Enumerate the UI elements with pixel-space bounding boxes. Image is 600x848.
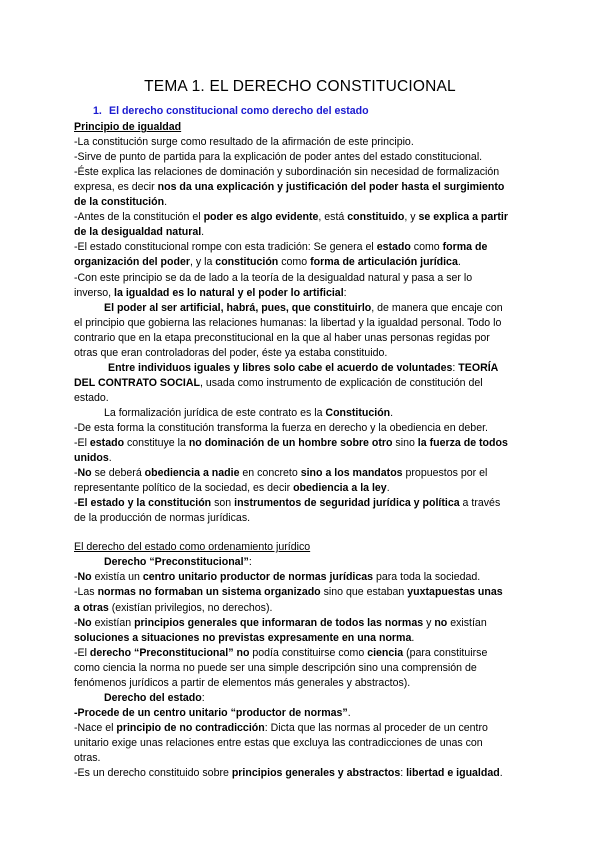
text-run: unidos	[74, 452, 109, 465]
text-run: soluciones a situaciones no previstas expresamente en una norma	[74, 631, 412, 644]
text-run: El estado y la constitución	[77, 497, 212, 510]
text-run: .	[457, 256, 461, 269]
text-run: :	[343, 286, 347, 299]
text-run: propuestos por el	[402, 467, 488, 480]
text-line	[74, 466, 534, 481]
text-run: -Procede de un centro unitario “productor de normas”	[74, 706, 348, 719]
text-run: Constitución	[325, 406, 391, 419]
text-run: forma de	[442, 241, 488, 254]
text-line	[74, 271, 534, 286]
text-run: unitario exige unas relaciones entre estas que excluya las contradicciones de unas con	[74, 736, 483, 749]
section-1-heading-text: El derecho constitucional como derecho del estado	[109, 105, 369, 117]
text-line	[74, 376, 534, 391]
text-run: otras que eran controladoras del poder, éste ya estaba constituido.	[74, 346, 388, 359]
text-run: .	[386, 482, 390, 495]
text-run: :	[400, 767, 407, 780]
text-run: como	[278, 256, 311, 269]
text-run: el principio que gobierna las relaciones humanas: la libertad y la igualdad personal. Todo lo	[74, 316, 502, 329]
text-run: -	[74, 467, 78, 480]
section-1-paragraphs	[74, 135, 534, 526]
text-run: se deberá	[91, 467, 145, 480]
section-gap	[74, 526, 534, 540]
text-run: inverso,	[74, 286, 115, 299]
text-run: -La constitución surge como resultado de la afirmación de este principio.	[74, 136, 414, 149]
subheading-principio-igualdad: Principio de igualdad	[74, 121, 182, 134]
text-run: contrario que en la etapa preconstitucional en la que al haber unas personas regidas por	[74, 331, 490, 344]
text-line	[74, 316, 534, 331]
text-run: la fuerza de todos	[417, 437, 508, 450]
text-run: constituye la	[124, 437, 189, 450]
text-run: (para constituirse	[403, 646, 488, 659]
text-run: .	[347, 706, 351, 719]
text-run: para toda la sociedad.	[373, 571, 481, 584]
text-run: a través	[459, 497, 501, 510]
text-line	[74, 361, 534, 376]
text-run: , usada como instrumento de explicación de constitución del	[199, 376, 483, 389]
text-line	[74, 721, 534, 736]
section-2-heading: El derecho del estado como ordenamiento jurídico	[74, 541, 311, 554]
text-line	[74, 135, 534, 150]
text-run: existía un	[91, 571, 143, 584]
text-line	[74, 570, 534, 585]
text-run: La formalización jurídica de este contrato es la	[104, 406, 326, 419]
text-run: -	[74, 497, 78, 510]
text-run: sino	[392, 437, 418, 450]
text-run: podía constituirse como	[249, 646, 368, 659]
text-run: de la producción de normas jurídicas.	[74, 512, 251, 525]
text-run: -Antes de la constitución el	[74, 211, 204, 224]
text-run: -	[74, 571, 78, 584]
text-run: se explica a partir	[418, 211, 508, 224]
text-run: -Las	[74, 586, 98, 599]
text-run: -De esta forma la constitución transforma la fuerza en derecho y la obediencia en deber.	[74, 421, 488, 434]
text-line	[74, 150, 534, 165]
text-line	[74, 255, 534, 270]
text-run: como ciencia la norma no puede ser una simple descripción sino una comprensión de	[74, 661, 477, 674]
text-run: nos da una explicación y justificación del poder hasta el surgimiento	[157, 181, 505, 194]
text-line	[74, 585, 534, 600]
text-line	[74, 631, 534, 646]
text-line	[74, 225, 534, 240]
text-run: principios generales que informaran de todos las normas	[134, 616, 424, 629]
text-line	[74, 406, 534, 421]
text-run: No	[77, 467, 92, 480]
text-run: : Dicta que las normas al proceder de un centro	[264, 721, 488, 734]
text-run: expresa, es decir	[74, 181, 158, 194]
text-run: sino que estaban	[320, 586, 408, 599]
text-line	[74, 676, 534, 691]
text-run: :	[201, 691, 205, 704]
text-run: TEORÍA	[458, 361, 499, 374]
text-line	[74, 766, 534, 781]
text-run: como	[410, 241, 443, 254]
text-run: :	[248, 556, 252, 569]
text-run: El poder al ser artificial, habrá, pues, que constituirlo	[104, 301, 372, 314]
text-run: , está	[318, 211, 348, 224]
text-line	[74, 195, 534, 210]
text-run: fenómenos jurídicos a partir de elementos más generales y abstractos).	[74, 676, 411, 689]
text-run: no	[434, 616, 448, 629]
text-run: la igualdad es lo natural y el poder lo artificial	[114, 286, 344, 299]
text-run: (existían privilegios, no derechos).	[108, 601, 273, 614]
text-run: sino a los mandatos	[300, 467, 403, 480]
text-run: :	[452, 361, 459, 374]
text-run: a otras	[74, 601, 109, 614]
section-1-heading	[74, 104, 534, 119]
text-run: Entre individuos iguales y libres solo cabe el acuerdo de voluntades	[108, 361, 453, 374]
text-run: obediencia a la ley	[293, 482, 387, 495]
text-run: Derecho del estado	[104, 691, 202, 704]
text-run: no dominación de un hombre sobre otro	[188, 437, 393, 450]
text-line	[74, 286, 534, 301]
section-2-paragraphs	[74, 555, 534, 781]
text-line	[74, 555, 534, 570]
text-run: Derecho “Preconstitucional”	[104, 556, 249, 569]
text-run: -Sirve de punto de partida para la explicación de poder antes del estado constitucional.	[74, 151, 483, 164]
text-run: .	[411, 631, 415, 644]
text-run: instrumentos de seguridad jurídica y política	[234, 497, 460, 510]
text-run: normas no formaban un sistema organizado	[97, 586, 321, 599]
text-run: .	[164, 196, 168, 209]
text-run: principio de no contradicción	[116, 721, 265, 734]
text-run: poder es algo evidente	[203, 211, 319, 224]
text-run: , y la	[189, 256, 216, 269]
text-run: existían	[91, 616, 135, 629]
text-line	[74, 240, 534, 255]
text-run: -El	[74, 646, 90, 659]
text-run: .	[108, 452, 112, 465]
text-run: obediencia a nadie	[144, 467, 240, 480]
text-run: ciencia	[367, 646, 404, 659]
text-run: -Éste explica las relaciones de dominación y subordinación sin necesidad de formalización	[74, 166, 500, 179]
text-run: yuxtapuestas unas	[407, 586, 503, 599]
text-line	[74, 616, 534, 631]
text-run: , de manera que encaje con	[371, 301, 503, 314]
text-run: -Nace el	[74, 721, 117, 734]
text-run: -	[74, 616, 78, 629]
text-line	[74, 331, 534, 346]
text-run: estado.	[74, 391, 109, 404]
text-run: -El estado constitucional rompe con esta tradición: Se genera el	[74, 241, 377, 254]
text-line	[74, 346, 534, 361]
text-line	[74, 421, 534, 436]
text-line	[74, 210, 534, 225]
text-line	[74, 661, 534, 676]
text-line	[74, 180, 534, 195]
text-run: No	[77, 616, 92, 629]
text-run: de la desigualdad natural	[74, 226, 202, 239]
text-line	[74, 391, 534, 406]
text-run: organización del poder	[74, 256, 190, 269]
text-run: constituido	[347, 211, 405, 224]
text-run: No	[77, 571, 92, 584]
document-body	[74, 104, 534, 781]
text-line	[74, 736, 534, 751]
text-line	[74, 751, 534, 766]
text-run: representante político de la sociedad, es decir	[74, 482, 294, 495]
text-run: centro unitario productor de normas jurídicas	[142, 571, 374, 584]
text-run: .	[390, 406, 394, 419]
text-run: y	[423, 616, 435, 629]
section-1-number: 1.	[93, 105, 102, 117]
text-run: forma de articulación jurídica	[310, 256, 458, 269]
text-line	[74, 451, 534, 466]
text-run: -Es un derecho constituido sobre	[74, 767, 232, 780]
text-run: de la constitución	[74, 196, 165, 209]
text-line	[74, 601, 534, 616]
text-run: estado	[89, 437, 125, 450]
text-run: en concreto	[239, 467, 301, 480]
text-run: , y	[404, 211, 419, 224]
text-run: estado	[376, 241, 411, 254]
text-run: .	[201, 226, 205, 239]
text-line	[74, 646, 534, 661]
text-run: DEL CONTRATO SOCIAL	[74, 376, 200, 389]
text-line	[74, 481, 534, 496]
text-run: principios generales y abstractos	[231, 767, 401, 780]
text-line	[74, 436, 534, 451]
text-line	[74, 706, 534, 721]
text-line	[74, 301, 534, 316]
text-line	[74, 511, 534, 526]
text-run: existían	[447, 616, 487, 629]
text-run: .	[499, 767, 503, 780]
text-line	[74, 165, 534, 180]
text-run: libertad e igualdad	[406, 767, 500, 780]
text-run: -Con este principio se da de lado a la teoría de la desigualdad natural y pasa a ser lo	[74, 271, 473, 284]
text-run: derecho “Preconstitucional” no	[89, 646, 250, 659]
text-run: constitución	[215, 256, 279, 269]
text-line	[74, 691, 534, 706]
text-line	[74, 496, 534, 511]
text-run: son	[211, 497, 235, 510]
text-run: otras.	[74, 751, 101, 764]
text-run: -El	[74, 437, 90, 450]
document-title: TEMA 1. EL DERECHO CONSTITUCIONAL	[144, 78, 456, 95]
